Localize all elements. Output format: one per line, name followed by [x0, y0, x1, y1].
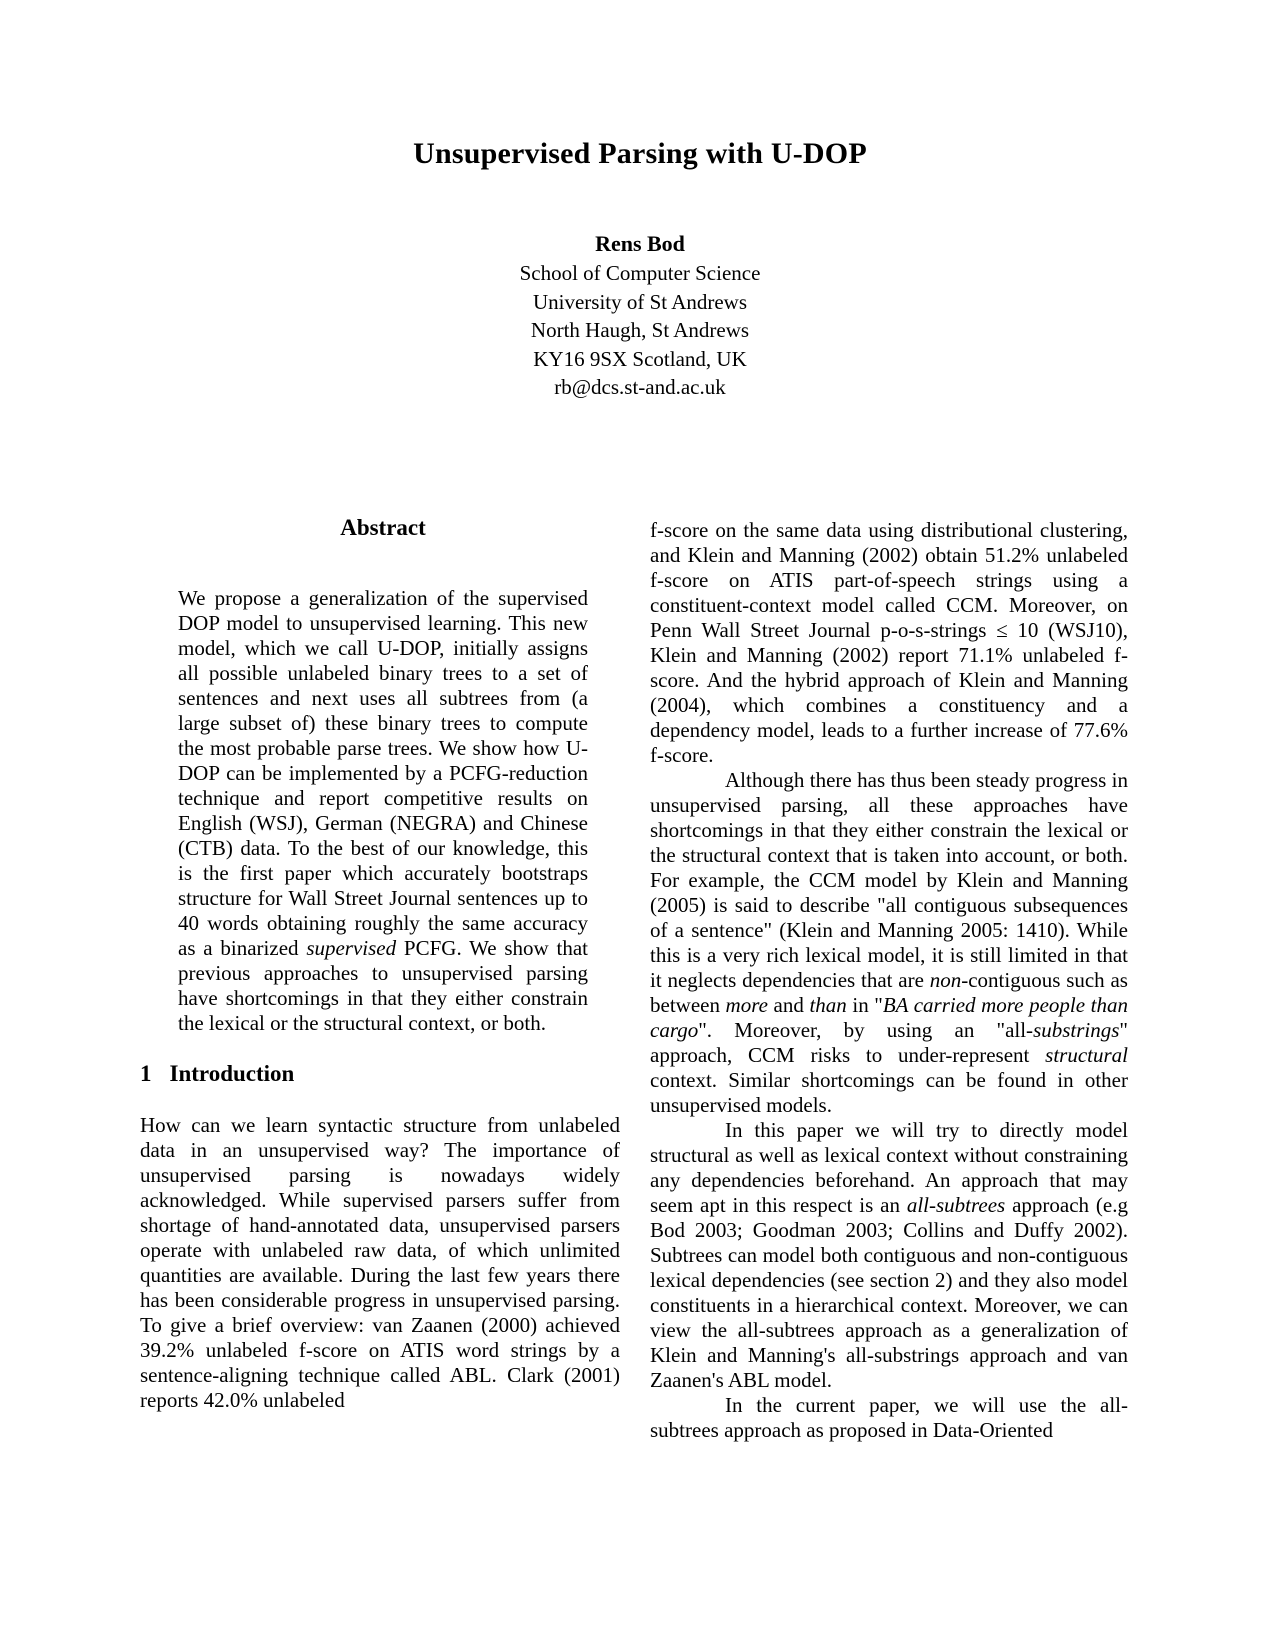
- intro-paragraph-3: In this paper we will try to directly model structural as well as lexical context without constraining any dependencies beforehand. An approach that may seem apt in this respect is an all-subtrees approach (e.g Bod 2003; Goodman 2003; Collins and Duffy 2002). Subtrees can model both contiguous and non-contiguous lexical dependencies (see section 2) and they also model constituents in a hierarchical context. Moreover, we can view the all-subtrees approach as a generalization of Klein and Manning's all-substrings approach and van Zaanen's ABL model.: [650, 1118, 1128, 1392]
- paper-title: Unsupervised Parsing with U-DOP: [413, 137, 867, 170]
- author-affiliation-line: North Haugh, St Andrews: [530, 318, 750, 342]
- abstract-heading: Abstract: [340, 515, 426, 540]
- section-title: Introduction: [169, 1061, 295, 1086]
- intro-paragraph-2: Although there has thus been steady progress in unsupervised parsing, all these approaches have shortcomings in that they either constrain the lexical or the structural context that is taken into account, or both. For example, the CCM model by Klein and Manning (2005) is said to describe "all contiguous subsequences of a sentence" (Klein and Manning 2005: 1410). While this is a very rich lexical model, it is still limited in that it neglects dependencies that are non-contiguous such as between more and than in "BA carried more people than cargo". Moreover, by using an "all-substrings" approach, CCM risks to under-represent structural context. Similar shortcomings can be found in other unsupervised models.: [650, 768, 1128, 1117]
- section-number: 1: [140, 1061, 152, 1086]
- intro-paragraph-4: In the current paper, we will use the all-subtrees approach as proposed in Data-Oriented: [650, 1393, 1128, 1442]
- intro-paragraph-left: How can we learn syntactic structure from unlabeled data in an unsupervised way? The importance of unsupervised parsing is nowadays widely acknowledged. While supervised parsers suffer from shortage of hand-annotated data, unsupervised parsers operate with unlabeled raw data, of which unlimited quantities are available. During the last few years there has been considerable progress in unsupervised parsing. To give a brief overview: van Zaanen (2000) achieved 39.2% unlabeled f-score on ATIS word strings by a sentence-aligning technique called ABL. Clark (2001) reports 42.0% unlabeled: [140, 1113, 620, 1412]
- author-block: [150, 228, 1130, 402]
- left-column: [140, 514, 620, 1413]
- section-heading-introduction: [140, 1060, 620, 1088]
- author-affiliation-line: KY16 9SX Scotland, UK: [533, 346, 747, 371]
- intro-paragraph-continuation: f-score on the same data using distributional clustering, and Klein and Manning (2002) obtain 51.2% unlabeled f-score on ATIS part-of-speech strings using a constituent-context model called CCM. Moreover, on Penn Wall Street Journal p-o-s-strings ≤ 10 (WSJ10), Klein and Manning (2002) report 71.1% unlabeled f-score. And the hybrid approach of Klein and Manning (2004), which combines a constituency and a dependency model, leads to a further increase of 77.6% f-score.: [650, 518, 1128, 767]
- right-column: [650, 514, 1128, 1443]
- author-email: rb@dcs.st-and.ac.uk: [554, 375, 726, 399]
- author-name: Rens Bod: [595, 231, 685, 256]
- author-affiliation-line: School of Computer Science: [519, 261, 761, 285]
- abstract-text: We propose a generalization of the supervised DOP model to unsupervised learning. This new model, which we call U-DOP, initially assigns all possible unlabeled binary trees to a set of sentences and next uses all subtrees from (a large subset of) these binary trees to compute the most probable parse trees. We show how U-DOP can be implemented by a PCFG-reduction technique and report competitive results on English (WSJ), German (NEGRA) and Chinese (CTB) data. To the best of our knowledge, this is the first paper which accurately bootstraps structure for Wall Street Journal sentences up to 40 words obtaining roughly the same accuracy as a binarized supervised PCFG. We show that previous approaches to unsupervised parsing have shortcomings in that they either constrain the lexical or the structural context, or both.: [178, 586, 588, 1035]
- author-affiliation-line: University of St Andrews: [532, 289, 748, 314]
